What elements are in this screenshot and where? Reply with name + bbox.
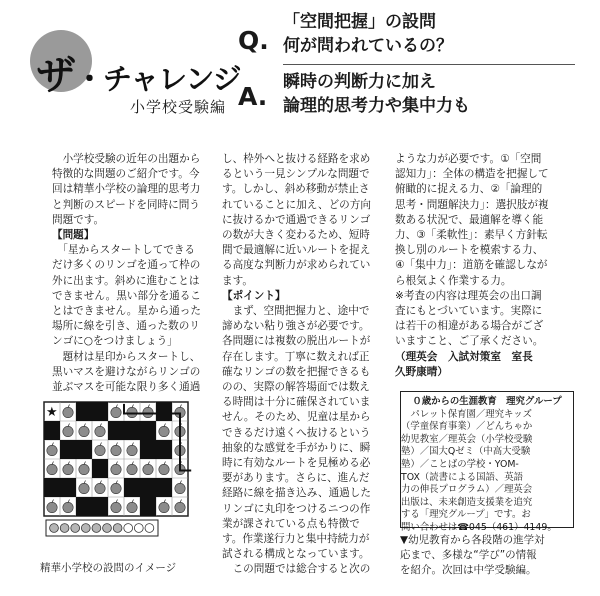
apple-icon — [95, 426, 105, 436]
text-line: 思考・問題解決力」：選択肢が複 — [395, 198, 549, 211]
text-line: す。しかし、斜め移動が禁止さ — [222, 183, 370, 196]
star-icon: ★ — [46, 405, 58, 420]
answer-circle — [134, 524, 143, 533]
text-line: 力、③「柔軟性」：素早く方針転 — [395, 229, 548, 242]
text-line: とはできません。星から通った — [52, 305, 201, 318]
text-line: ンゴに○をつけましょう」 — [52, 335, 178, 348]
text-line: は若干の相違がある場合がござ — [395, 320, 544, 333]
text-line: ます。 — [222, 274, 253, 287]
text-line: るという一見シンプルな問題で — [222, 168, 370, 181]
sponsor-line: 問い合わせは☎045（461）4149。 — [401, 521, 557, 533]
apple-icon — [63, 464, 73, 474]
apple-icon — [95, 483, 105, 493]
blocked-cell — [124, 478, 172, 497]
text-line: と判断のスピードを同時に問う — [52, 198, 200, 211]
text-line: の数が大きく変わるため、短時 — [222, 229, 370, 242]
text-line: れていることに加え、どの方向 — [222, 198, 371, 211]
apple-icon — [79, 464, 89, 474]
apple-icon — [63, 407, 73, 417]
text-line: リンゴに丸印をつけるニつの作 — [222, 502, 371, 515]
sponsor-line: する「理究グループ」です。お — [401, 509, 531, 521]
apple-icon — [159, 426, 169, 436]
text-line: 経路に線を描き込み、通過した — [222, 487, 371, 500]
text-line: いますこと、ご了承ください。 — [395, 335, 544, 348]
text-line: 場所に線を引き、通った数のリ — [52, 320, 200, 333]
text-line: す。作業遂行力と集中持続力が — [222, 533, 370, 546]
series-title-rest: ・チャレンジ — [75, 62, 241, 96]
footnote-line: を紹介。次回は中学受験編。 — [400, 564, 537, 576]
section-heading-point: 【ポイント】 — [222, 289, 286, 302]
blocked-cell — [60, 440, 92, 459]
blocked-cell — [76, 402, 108, 421]
author-credit: （理英会 入試対策室 室長 — [395, 350, 533, 363]
sponsor-line: （学童保育事業）／どんちゃか — [401, 421, 533, 433]
blocked-cell — [140, 440, 172, 459]
text-line: 題材は星印からスタートし、 — [52, 350, 201, 363]
text-line: 試される構成となっています。 — [222, 548, 370, 561]
text-line: 換し別のルートを模索する力、 — [395, 244, 544, 257]
text-line: ような力が必要です。①「空間 — [395, 153, 542, 165]
answer-circle-row — [46, 520, 158, 536]
sponsor-box — [400, 391, 574, 533]
sponsor-line: パレット保育園／理究キッズ — [401, 408, 532, 420]
text-line: 特徴的な問題のご紹介です。今 — [52, 168, 200, 181]
apple-icon — [95, 445, 105, 455]
blocked-cell — [156, 402, 172, 421]
blocked-cell — [140, 497, 156, 516]
question-text — [283, 10, 453, 58]
apple-icon — [111, 502, 121, 512]
question-line: 「空間把握」の設問 — [283, 12, 436, 32]
article-column-3 — [395, 152, 570, 380]
apple-icon — [63, 426, 73, 436]
sponsor-line: 塾）／ことばの学校・YOM- — [401, 458, 519, 470]
sponsor-line: 出版は、未来創造支援業を追究 — [401, 496, 533, 508]
apple-icon — [159, 502, 169, 512]
text-line: 要があります。さらに、進んだ — [222, 472, 370, 485]
answer-circle — [81, 524, 90, 533]
answer-circle — [103, 524, 112, 533]
answer-circle — [71, 524, 80, 533]
answer-text — [283, 70, 470, 118]
blocked-cell — [92, 459, 108, 478]
text-line: ④「集中力」：道筋を確認しなが — [395, 259, 548, 272]
answer-line: 瞬時の判断力に加え — [283, 72, 436, 92]
article-column-2 — [222, 152, 388, 578]
text-line: 確なリンゴの数を把握できるも — [222, 365, 371, 378]
sponsor-title: ０歳からの生涯教育 理究グループ — [412, 396, 562, 407]
text-line: まず、空間把握力と、途中で — [222, 305, 370, 318]
text-line: この問題では総合すると次の — [222, 563, 371, 576]
text-line: 存在します。丁寧に数えれば正 — [222, 350, 370, 363]
text-line: 諦めない粘り強さが必要です。 — [222, 320, 370, 333]
text-line: せん。そのため、児童は星から — [222, 411, 371, 424]
footnote-line: ▼幼児教育から各段階の進学対 — [400, 534, 545, 546]
section-heading-problem: 【問題】 — [52, 229, 95, 242]
apple-icon — [111, 483, 121, 493]
answer-circle — [124, 524, 133, 533]
blocked-cell — [76, 497, 108, 516]
article-column-1 — [52, 152, 212, 395]
text-line: 「星からスタートしてできる — [52, 244, 196, 257]
apple-icon — [143, 464, 153, 474]
text-line: のの、実際の解答場面では数え — [222, 381, 370, 394]
text-line: し、枠外へと抜ける経路を求め — [222, 153, 371, 165]
apple-icon — [79, 426, 89, 436]
text-line: 並ぶマスを可能な限り多く通過 — [52, 381, 201, 394]
sponsor-line: TOX（読書による国語、英語 — [401, 471, 524, 483]
blocked-cell — [44, 421, 60, 440]
answer-circle — [145, 524, 154, 533]
text-line: 俯瞰的に捉える力、②「論理的 — [395, 183, 543, 196]
apple-icon — [127, 464, 137, 474]
apple-icon — [127, 502, 137, 512]
apple-icon — [79, 483, 89, 493]
text-line: 査にもとづいています。実際に — [395, 305, 543, 318]
text-line: 小学校受験の近年の出題から — [52, 153, 201, 165]
apple-icon — [47, 502, 57, 512]
header-divider — [283, 64, 575, 65]
text-line: に抜けるかで通過できるリンゴ — [222, 213, 371, 226]
footnote-line: 応まで、多様な“学び”の情報 — [400, 549, 537, 561]
answer-line: 論理的思考力や集中力も — [283, 96, 470, 116]
text-line: る時間は十分に確保されていま — [222, 396, 371, 409]
text-line: できるだけ遠くへ抜けるという — [222, 426, 371, 439]
apple-icon — [63, 502, 73, 512]
text-line: る高度な判断力が求められてい — [222, 259, 371, 272]
question-line: 何が問われているの？ — [283, 36, 453, 56]
sponsor-line: 塾）／国大Qゼミ（中高大受験 — [401, 446, 531, 458]
apple-icon — [127, 445, 137, 455]
puzzle-illustration — [38, 398, 198, 550]
answer-mark: A. — [238, 82, 268, 111]
figure-caption: 精華小学校の設問のイメージ — [40, 562, 177, 574]
apple-icon — [111, 407, 121, 417]
series-title — [36, 44, 241, 101]
series-title-initial: ザ — [36, 53, 75, 99]
sponsor-line: 力の伸長プログラム）／理英会 — [401, 484, 533, 496]
series-subtitle: 小学校受験編 — [130, 98, 227, 116]
answer-circle — [60, 524, 69, 533]
apple-icon — [47, 445, 57, 455]
apple-icon — [111, 445, 121, 455]
text-line: 間で最適解に近いルートを捉え — [222, 244, 371, 257]
question-mark: Q. — [238, 26, 269, 55]
text-line: 回は精華小学校の論理的思考力 — [52, 183, 201, 196]
text-line: 各問題には複数の脱出ルートが — [222, 335, 371, 348]
text-line: 外に出ます。斜めに進むことは — [52, 274, 200, 287]
text-line: 黒いマスを避けながらリンゴの — [52, 365, 201, 378]
text-line: だけ多くのリンゴを通って枠の — [52, 259, 201, 272]
apple-icon — [47, 464, 57, 474]
text-line: 数ある状況で、最適解を導く能 — [395, 213, 544, 226]
apple-icon — [159, 464, 169, 474]
sponsor-line: 幼児教室／理英会（小学校受験 — [401, 433, 533, 445]
text-line: 時に有効なルートを見極める必 — [222, 457, 371, 470]
answer-circle — [50, 524, 59, 533]
blocked-cell — [44, 478, 76, 497]
author-name: 久野康晴） — [395, 365, 448, 378]
text-line: 問題です。 — [52, 213, 105, 226]
footnote — [400, 533, 545, 578]
text-line: 認知力」：全体の構造を把握して — [395, 168, 549, 181]
apple-icon — [175, 502, 185, 512]
answer-circle — [113, 524, 122, 533]
answer-circle — [92, 524, 101, 533]
apple-icon — [175, 483, 185, 493]
text-line: 抽象的な感覚を手がかりに、瞬 — [222, 441, 371, 454]
text-line: 業が課されている点も特徴で — [222, 517, 360, 530]
blocked-cell — [108, 421, 156, 440]
text-line: ※考査の内容は理英会の出口調 — [395, 289, 542, 302]
text-line: できません。黒い部分を通るこ — [52, 289, 201, 302]
apple-icon — [111, 464, 121, 474]
text-line: ら根気よく作業する力。 — [395, 274, 512, 287]
